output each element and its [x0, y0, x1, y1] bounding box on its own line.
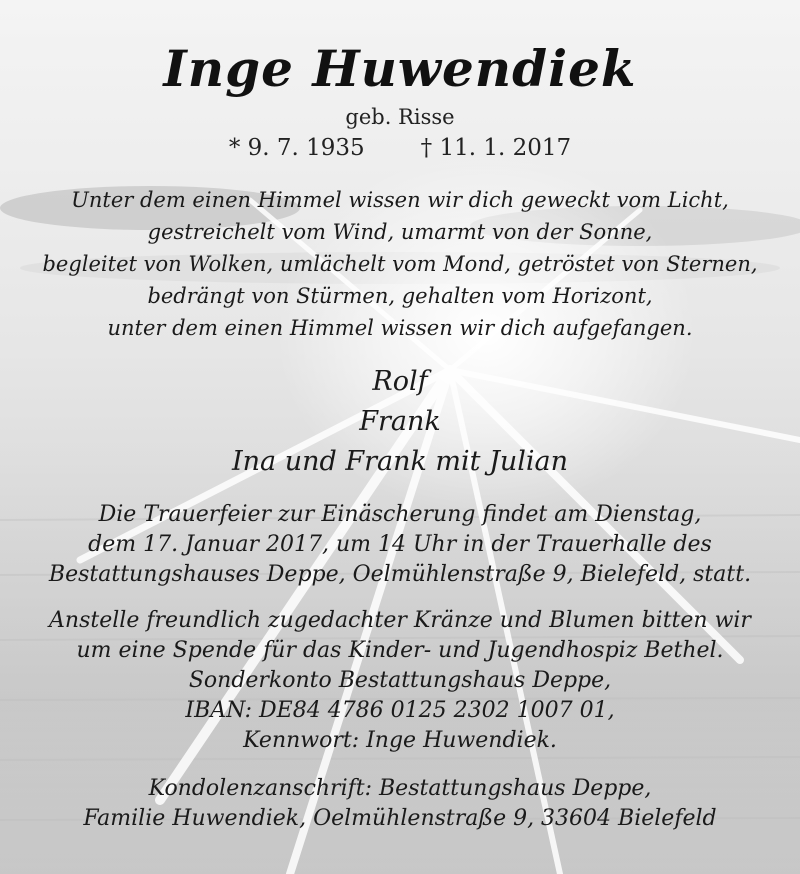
- poem-line: unter dem einen Himmel wissen wir dich aufgefangen.: [107, 316, 693, 340]
- condolence-address: [0, 774, 800, 834]
- condolence-line: Kondolenzanschrift: Bestattungshaus Deppe,: [148, 776, 652, 801]
- poem-line: begleitet von Wolken, umlächelt vom Mond, getröstet von Sternen,: [42, 252, 758, 276]
- poem-line: bedrängt von Stürmen, gehalten vom Horizont,: [147, 284, 653, 308]
- donation-line: Sonderkonto Bestattungshaus Deppe,: [188, 668, 612, 693]
- poem-line: gestreichelt vom Wind, umarmt von der Sonne,: [147, 220, 653, 244]
- birth-name: geb. Risse: [345, 105, 455, 129]
- condolence-line: Familie Huwendiek, Oelmühlenstraße 9, 33604 Bielefeld: [83, 806, 717, 831]
- birth-date: * 9. 7. 1935: [228, 135, 365, 161]
- announcement-line: dem 17. Januar 2017, um 14 Uhr in der Trauerhalle des: [88, 532, 712, 557]
- announcement-line: Die Trauerfeier zur Einäscherung findet am Dienstag,: [98, 502, 702, 527]
- mourners: [0, 362, 800, 482]
- mourner-name: Frank: [359, 406, 441, 437]
- mourner-name: Rolf: [372, 366, 428, 397]
- deceased-name: Inge Huwendiek: [163, 39, 637, 98]
- donation-request: [0, 606, 800, 756]
- donation-iban: IBAN: DE84 4786 0125 2302 1007 01,: [185, 698, 615, 723]
- death-date: † 11. 1. 2017: [420, 135, 572, 161]
- funeral-announcement: [0, 500, 800, 590]
- donation-line: Anstelle freundlich zugedachter Kränze und Blumen bitten wir: [49, 608, 751, 633]
- mourner-name: Ina und Frank mit Julian: [231, 446, 569, 477]
- poem-line: Unter dem einen Himmel wissen wir dich geweckt vom Licht,: [71, 188, 729, 212]
- life-dates: [0, 132, 800, 164]
- poem: [0, 184, 800, 344]
- announcement-line: Bestattungshauses Deppe, Oelmühlenstraße 9, Bielefeld, statt.: [48, 562, 752, 587]
- donation-line: um eine Spende für das Kinder- und Jugendhospiz Bethel.: [76, 638, 724, 663]
- donation-keyword: Kennwort: Inge Huwendiek.: [243, 728, 557, 753]
